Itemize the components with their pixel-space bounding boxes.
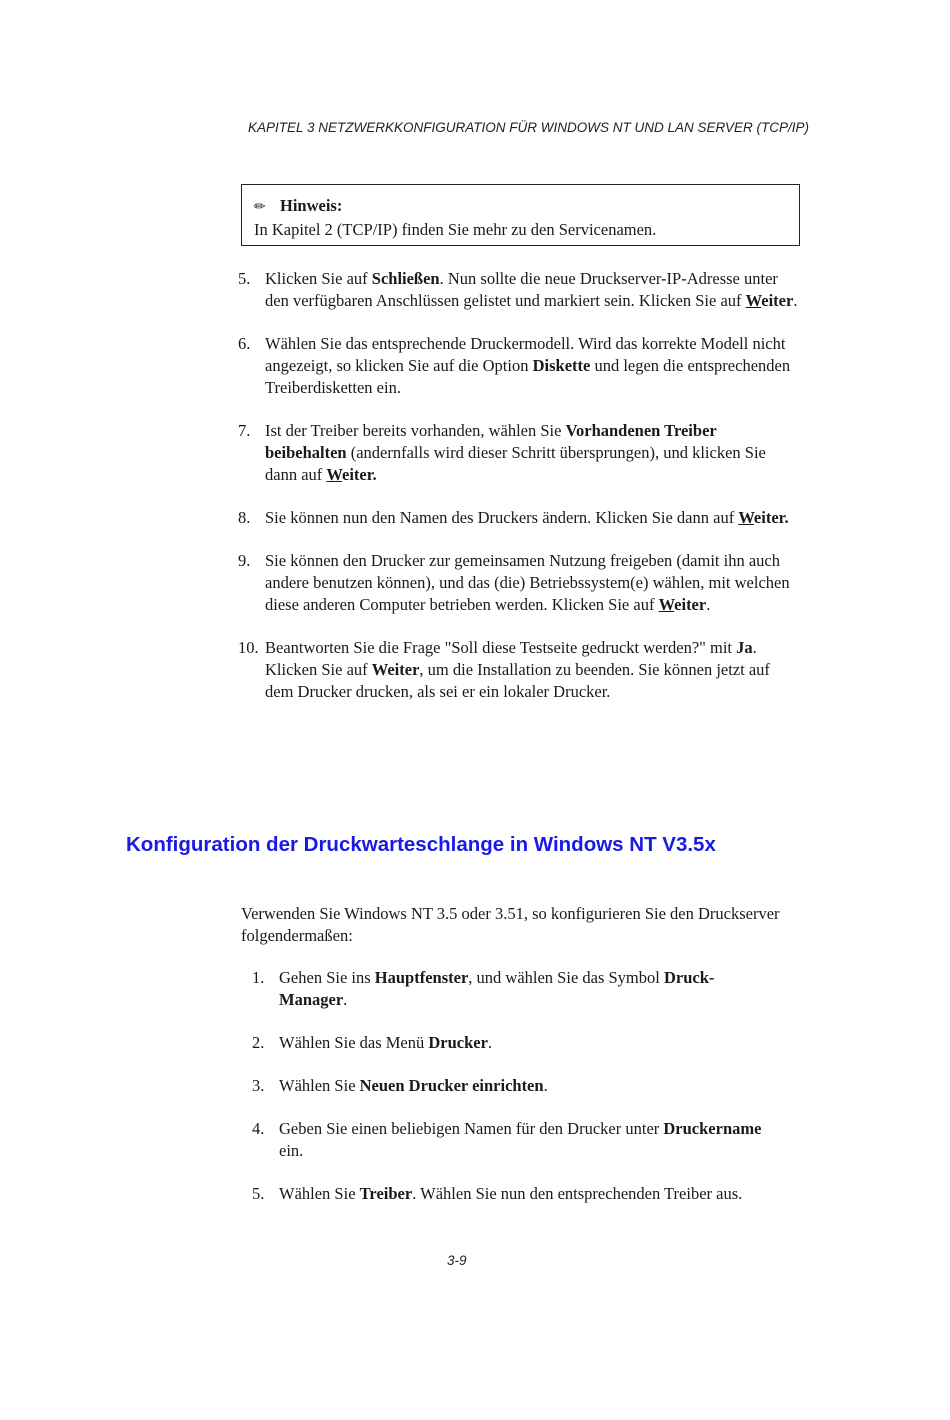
step-number: 4. xyxy=(252,1119,265,1138)
list-item xyxy=(252,1183,772,1205)
list-item xyxy=(252,1118,772,1162)
list-item xyxy=(252,967,772,1011)
note-title-line xyxy=(254,195,787,219)
step-text: Wählen Sie Neuen Drucker einrichten. xyxy=(279,1076,548,1095)
list-item xyxy=(252,1032,772,1054)
step-number: 10. xyxy=(238,638,259,657)
step-number: 7. xyxy=(238,421,251,440)
list-item xyxy=(238,637,798,703)
list-item xyxy=(252,1075,772,1097)
step-text: Klicken Sie auf Schließen. Nun sollte die neue Druckserver-IP-Adresse unter den verfügbaren Anschlüssen gelistet und markiert sein. Klicken Sie auf Weiter. xyxy=(265,269,798,310)
list-item xyxy=(238,420,798,486)
section-intro: Verwenden Sie Windows NT 3.5 oder 3.51, so konfigurieren Sie den Druckserver folgendermaßen: xyxy=(241,904,780,945)
note-text: In Kapitel 2 (TCP/IP) finden Sie mehr zu den Servicenamen. xyxy=(254,220,657,239)
section-heading: Konfiguration der Druckwarteschlange in Windows NT V3.5x xyxy=(126,833,716,856)
step-text: Geben Sie einen beliebigen Namen für den Drucker unter Druckername ein. xyxy=(279,1119,762,1160)
list-item xyxy=(238,507,798,529)
step-number: 3. xyxy=(252,1076,265,1095)
step-text: Ist der Treiber bereits vorhanden, wählen Sie Vorhandenen Treiber beibehalten (andernfalls wird dieser Schritt übersprungen), und klicken Sie dann auf Weiter. xyxy=(265,421,766,484)
step-text: Gehen Sie ins Hauptfenster, und wählen Sie das Symbol Druck-Manager. xyxy=(279,968,715,1009)
step-number: 2. xyxy=(252,1033,265,1052)
step-text: Wählen Sie Treiber. Wählen Sie nun den entsprechenden Treiber aus. xyxy=(279,1184,743,1203)
step-number: 8. xyxy=(238,508,251,527)
step-number: 5. xyxy=(238,269,251,288)
step-number: 1. xyxy=(252,968,265,987)
step-text: Beantworten Sie die Frage "Soll diese Testseite gedruckt werden?" mit Ja. Klicken Sie auf Weiter, um die Installation zu beenden. Sie können jetzt auf dem Drucker drucken, als sei er ein lokaler Drucker. xyxy=(265,638,770,701)
running-header: KAPITEL 3 NETZWERKKONFIGURATION FÜR WINDOWS NT UND LAN SERVER (TCP/IP) xyxy=(248,120,810,135)
page-number: 3-9 xyxy=(447,1253,467,1268)
step-text: Sie können den Drucker zur gemeinsamen Nutzung freigeben (damit ihn auch andere benutzen können), und das (die) Betriebssystem(e) wählen, mit welchen diese anderen Computer betrieben werden. Klicken Sie auf Weiter. xyxy=(265,551,790,614)
steps-list-2 xyxy=(252,967,772,1226)
step-text: Wählen Sie das entsprechende Druckermodell. Wird das korrekte Modell nicht angezeigt, so klicken Sie auf die Option Diskette und legen die entsprechenden Treiberdisketten ein. xyxy=(265,334,791,397)
steps-list-1 xyxy=(238,268,798,724)
list-item xyxy=(238,333,798,399)
step-number: 9. xyxy=(238,551,251,570)
step-number: 6. xyxy=(238,334,251,353)
step-number: 5. xyxy=(252,1184,265,1203)
step-text: Wählen Sie das Menü Drucker. xyxy=(279,1033,493,1052)
note-box xyxy=(241,184,800,246)
note-title: Hinweis: xyxy=(280,196,343,215)
pencil-icon: ✏ xyxy=(254,200,266,215)
list-item xyxy=(238,550,798,616)
list-item xyxy=(238,268,798,312)
step-text: Sie können nun den Namen des Druckers ändern. Klicken Sie dann auf Weiter. xyxy=(265,508,789,527)
